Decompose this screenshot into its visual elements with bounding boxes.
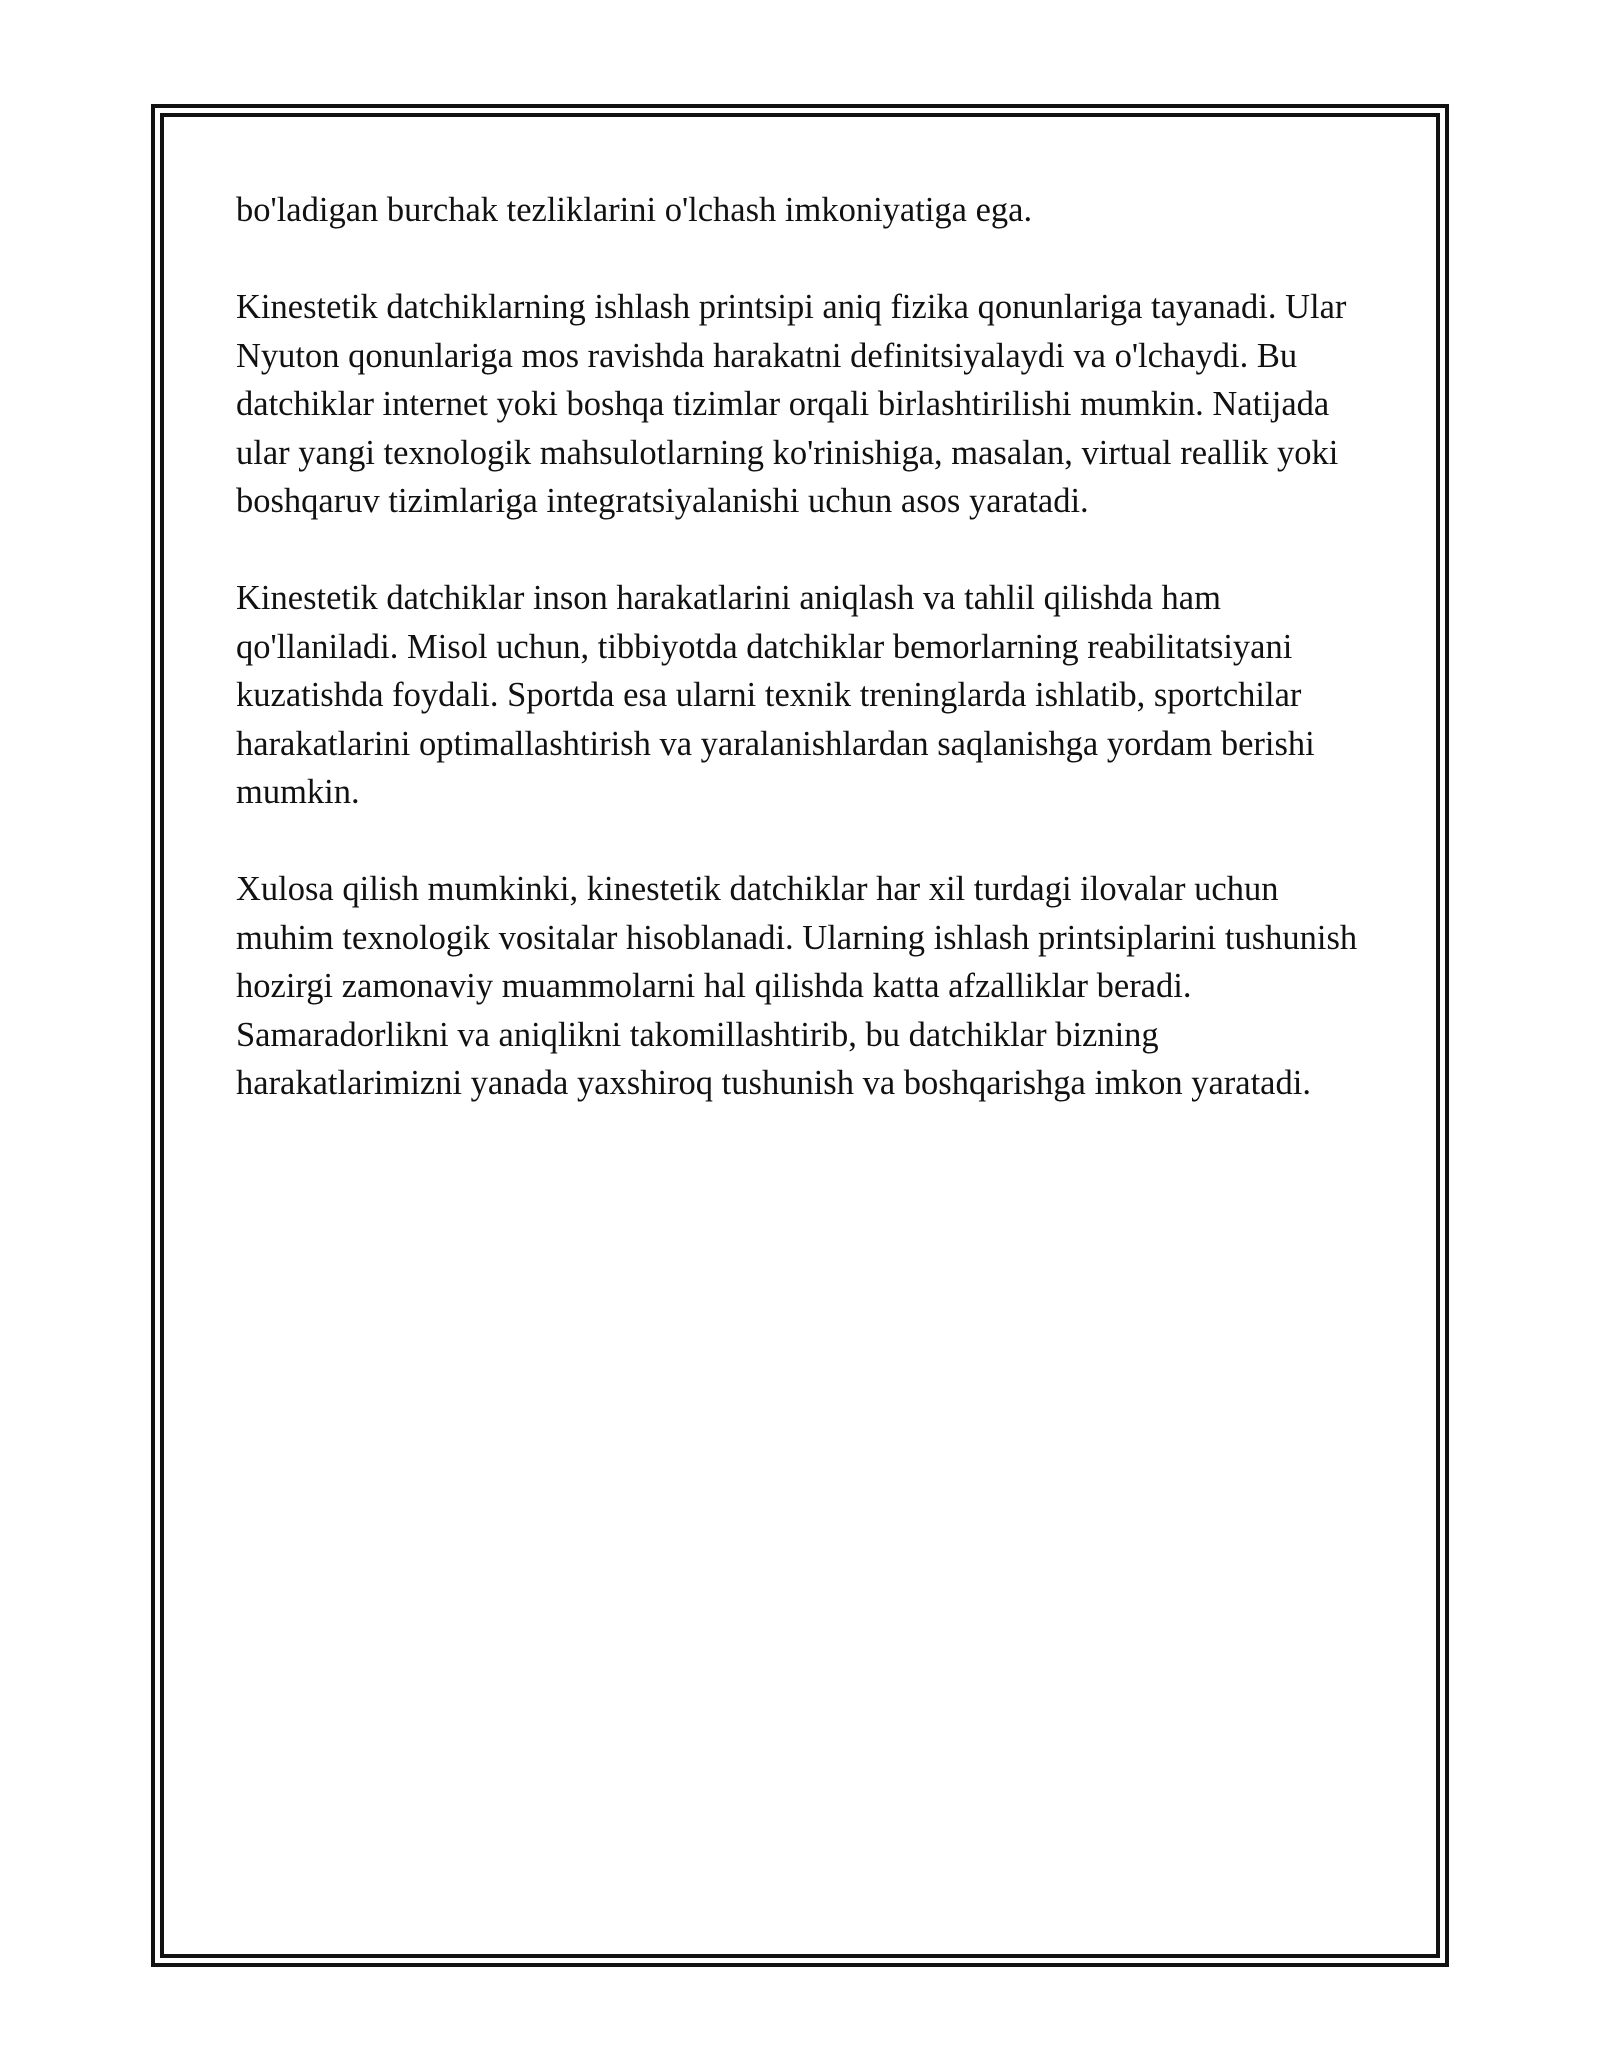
paragraph-3: Kinestetik datchiklar inson harakatlarini aniqlash va tahlil qilishda ham qo'llaniladi. Misol uchun, tibbiyotda datchiklar bemorlarning reabilitatsiyani kuzatishda foydali. Sportda esa ularni texnik treninglarda ishlatib, sportchilar harakatlarini optimallashtirish va yaralanishlardan saqlanishga yordam berishi mumkin. bbox=[236, 579, 1315, 811]
paragraph-4: Xulosa qilish mumkinki, kinestetik datchiklar har xil turdagi ilovalar uchun muhim texnologik vositalar hisoblanadi. Ularning ishlash printsiplarini tushunish hozirgi zamonaviy muammolarni hal qilishda katta afzalliklar beradi. Samaradorlikni va aniqlikni takomillashtirib, bu datchiklar bizning harakatlarimizni yanada yaxshiroq tushunish va boshqarishga imkon yaratadi. bbox=[236, 870, 1358, 1102]
document-body bbox=[236, 186, 1366, 1156]
paragraph-1: bo'ladigan burchak tezliklarini o'lchash imkoniyatiga ega. bbox=[236, 191, 1033, 229]
paragraph-2: Kinestetik datchiklarning ishlash printsipi aniq fizika qonunlariga tayanadi. Ular Nyuton qonunlariga mos ravishda harakatni definitsiyalaydi va o'lchaydi. Bu datchiklar internet yoki boshqa tizimlar orqali birlashtirilishi mumkin. Natijada ular yangi texnologik mahsulotlarning ko'rinishiga, masalan, virtual reallik yoki boshqaruv tizimlariga integratsiyalanishi uchun asos yaratadi. bbox=[236, 288, 1347, 520]
